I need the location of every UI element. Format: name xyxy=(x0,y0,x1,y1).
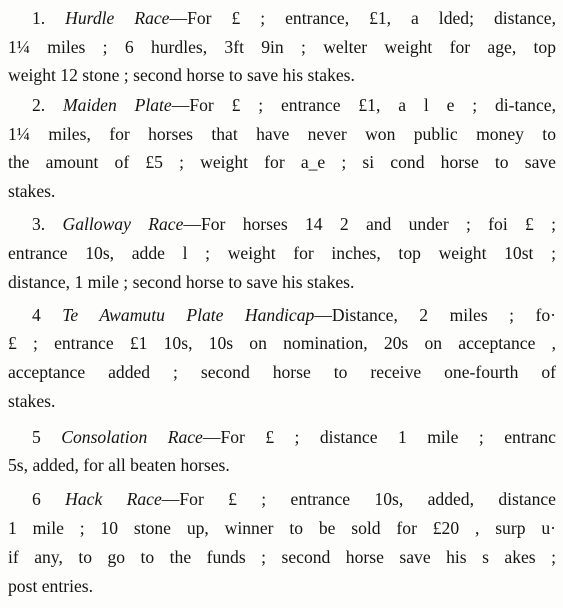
text-segment: distance, 1 mile ; second horse to save his stakes. xyxy=(8,272,355,292)
text-line xyxy=(8,210,556,238)
text-segment: 1. xyxy=(32,8,66,28)
text-segment: 1 mile ; 10 stone up, winner to be sold for £20 , surp u· xyxy=(8,518,556,538)
text-line xyxy=(8,514,556,542)
text-line xyxy=(8,148,556,176)
text-line xyxy=(8,301,556,329)
text-line xyxy=(8,268,556,296)
text-segment: 3. xyxy=(32,214,63,234)
text-segment: the amount of £5 ; weight for a_e ; si cond horse to save xyxy=(8,152,556,172)
text-segment: if any, to go to the funds ; second horse save his s akes ; xyxy=(8,547,556,567)
race-title: Te Awamutu Plate Handicap xyxy=(62,305,315,325)
text-segment: 4 xyxy=(32,305,63,325)
text-line xyxy=(8,543,556,571)
text-segment: acceptance added ; second horse to receive one-fourth of xyxy=(8,362,556,382)
text-segment: —For £ ; entrance 10s, added, distance xyxy=(161,489,556,509)
text-line xyxy=(8,451,556,479)
text-line xyxy=(8,120,556,148)
race-title: Hack Race xyxy=(65,489,162,509)
text-segment: stakes. xyxy=(8,391,56,411)
text-segment: 1¼ miles ; 6 hurdles, 3ft 9in ; welter weight for age, top xyxy=(8,37,556,57)
text-segment: —For £ ; distance 1 mile ; entranc xyxy=(202,427,556,447)
text-segment: entrance 10s, adde l ; weight for inches, top weight 10st ; xyxy=(8,243,556,263)
text-segment: —Distance, 2 miles ; fo· xyxy=(314,305,556,325)
text-segment: 5s, added, for all beaten horses. xyxy=(8,455,230,475)
text-line xyxy=(8,358,556,386)
text-line xyxy=(8,329,556,357)
text-line xyxy=(8,485,556,513)
text-segment: 5 xyxy=(32,427,62,447)
text-segment: weight 12 stone ; second horse to save his stakes. xyxy=(8,65,355,85)
text-segment: post entries. xyxy=(8,576,94,596)
text-segment: —For horses 14 2 and under ; foi £ ; xyxy=(183,214,556,234)
text-line xyxy=(8,61,556,89)
text-segment: £ ; entrance £1 10s, 10s on nomination, 20s on acceptance , xyxy=(8,333,556,353)
text-line xyxy=(8,33,556,61)
race-title: Galloway Race xyxy=(62,214,184,234)
text-segment: 2. xyxy=(32,95,64,115)
text-segment: —For £ ; entrance £1, a l e ; di-tance, xyxy=(171,95,556,115)
text-segment: stakes. xyxy=(8,181,56,201)
text-line xyxy=(8,239,556,267)
text-line xyxy=(8,177,556,205)
text-line xyxy=(8,572,556,600)
text-line xyxy=(8,387,556,415)
text-line xyxy=(8,423,556,451)
race-title: Hurdle Race xyxy=(65,8,170,28)
race-title: Consolation Race xyxy=(61,427,203,447)
text-segment: 6 xyxy=(32,489,66,509)
race-title: Maiden Plate xyxy=(63,95,172,115)
text-segment: —For £ ; entrance, £1, a lded; distance, xyxy=(169,8,556,28)
text-line xyxy=(8,91,556,119)
text-segment: 1¼ miles, for horses that have never won public money to xyxy=(8,124,556,144)
text-line xyxy=(8,4,556,32)
